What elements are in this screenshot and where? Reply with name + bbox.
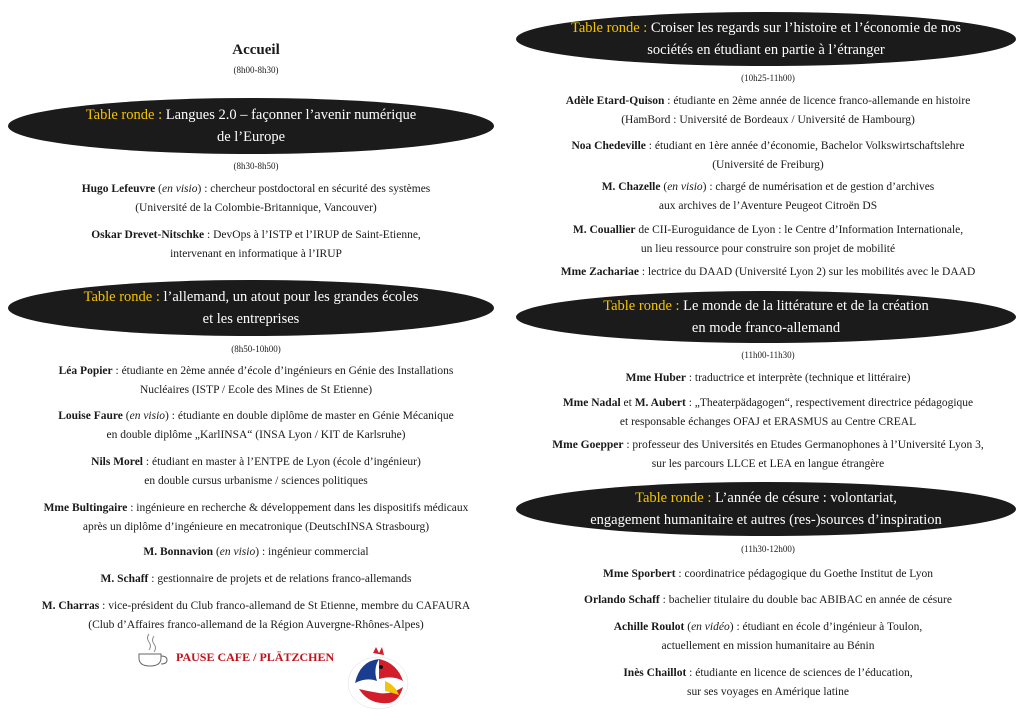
speaker-item: Hugo Lefeuvre (en visio) : chercheur postdoctoral en sécurité des systèmes (Université de la Colombie-Britannique, Vancouver) — [81, 183, 431, 214]
speaker-item: M. Chazelle (en visio) : chargé de numérisation et de gestion d’archives aux archives de l’Aventure Peugeot Citroën DS — [601, 181, 935, 212]
speaker-item: Orlando Schaff : bachelier titulaire du double bac ABIBAC en année de césure — [584, 594, 952, 606]
speaker-item: Mme Goepper : professeur des Universités en Etudes Germanophones à l’Université Lyon 3, sur les parcours LLCE et LEA en langue étrangère — [552, 439, 984, 470]
round1-prefix: Table ronde : — [85, 107, 163, 123]
round4-banner: Table ronde : Le monde de la littérature et de la création en mode franco-allemand — [516, 291, 1016, 343]
round5-time: (11h30-12h00) — [741, 544, 795, 554]
speaker-item: Inès Chaillot : étudiante en licence de sciences de l’éducation, sur ses voyages en Amérique latine — [623, 667, 913, 698]
accueil-title: Accueil — [232, 42, 280, 58]
speaker-item: Mme Sporbert : coordinatrice pédagogique du Goethe Institut de Lyon — [603, 568, 933, 580]
speaker-item: M. Couallier de CII-Euroguidance de Lyon : le Centre d’Information Internationale, un lieu ressource pour construire son projet de mobilité — [572, 224, 964, 255]
speaker-item: Mme Zachariae : lectrice du DAAD (Université Lyon 2) sur les mobilités avec le DAAD — [560, 266, 976, 278]
round1-time: (8h30-8h50) — [233, 161, 279, 171]
round1-line1: Langues 2.0 – façonner l’avenir numérique — [165, 107, 417, 123]
speaker-item: M. Charras : vice-président du Club franco-allemand de St Etienne, membre du CAFAURA (Club d’Affaires franco-allemand de la Région Auvergne-Rhônes-Alpes) — [41, 600, 471, 631]
round2-time: (8h50-10h00) — [231, 344, 281, 354]
round1-banner — [8, 98, 494, 154]
round3-time: (10h25-11h00) — [741, 73, 795, 83]
speaker-item: Achille Roulot (en vidéo) : étudiant en école d’ingénieur à Toulon, actuellement en mission humanitaire au Bénin — [613, 621, 923, 652]
speaker-item: Mme Huber : traductrice et interprète (technique et littéraire) — [625, 372, 911, 384]
speaker-item: Mme Nadal et M. Aubert : „Theaterpädagogen“, respectivement directrice pédagogique et responsable échanges OFAJ et ERASMUS au Centre CREAL — [562, 397, 974, 428]
round3-banner: Table ronde : Croiser les regards sur l’histoire et l’économie de nos sociétés en étudiant en partie à l’étranger — [516, 12, 1016, 66]
coffee-cup-icon — [135, 632, 171, 668]
round5-banner: Table ronde : L’année de césure : volontariat, engagement humanitaire et autres (res-)sources d’inspiration — [516, 482, 1016, 536]
speaker-item: M. Schaff : gestionnaire de projets et de relations franco-allemands — [100, 573, 412, 585]
speaker-item: Léa Popier : étudiante en 2ème année d’école d’ingénieurs en Génie des Installations Nucléaires (ISTP / Ecole des Mines de St Etienne) — [58, 365, 454, 396]
speaker-item: Noa Chedeville : étudiant en 1ère année d’économie, Bachelor Volkswirtschaftslehre (Université de Freiburg) — [571, 140, 965, 171]
speaker-item: Oskar Drevet-Nitschke : DevOps à l’ISTP et l’IRUP de Saint-Etienne, intervenant en informatique à l’IRUP — [91, 229, 421, 260]
speaker-item: Louise Faure (en visio) : étudiante en double diplôme de master en Génie Mécanique en double diplôme „KarlINSA“ (INSA Lyon / KIT de Karlsruhe) — [58, 410, 454, 441]
speaker-item: Mme Bultingaire : ingénieure en recherche & développement dans les dispositifs médicaux après un diplôme d’ingénieure en mecatronique (DeutschINSA Strasbourg) — [43, 502, 469, 533]
speaker-item: Nils Morel : étudiant en master à l’ENTPE de Lyon (école d’ingénieur) en double cursus urbanisme / sciences politiques — [91, 456, 421, 487]
speaker-item: Adèle Etard-Quison : étudiante en 2ème année de licence franco-allemande en histoire (HamBord : Université de Bordeaux / Université de Hambourg) — [565, 95, 971, 126]
round4-time: (11h00-11h30) — [741, 350, 795, 360]
pause-label: PAUSE CAFE / PLÄTZCHEN — [176, 650, 335, 664]
speaker-item: M. Bonnavion (en visio) : ingénieur commercial — [143, 546, 369, 558]
rooster-logo-icon — [345, 643, 411, 713]
round1-line2: de l’Europe — [216, 129, 286, 145]
accueil-time: (8h00-8h30) — [233, 65, 279, 75]
round2-banner: Table ronde : l’allemand, un atout pour les grandes écoles et les entreprises — [8, 280, 494, 336]
